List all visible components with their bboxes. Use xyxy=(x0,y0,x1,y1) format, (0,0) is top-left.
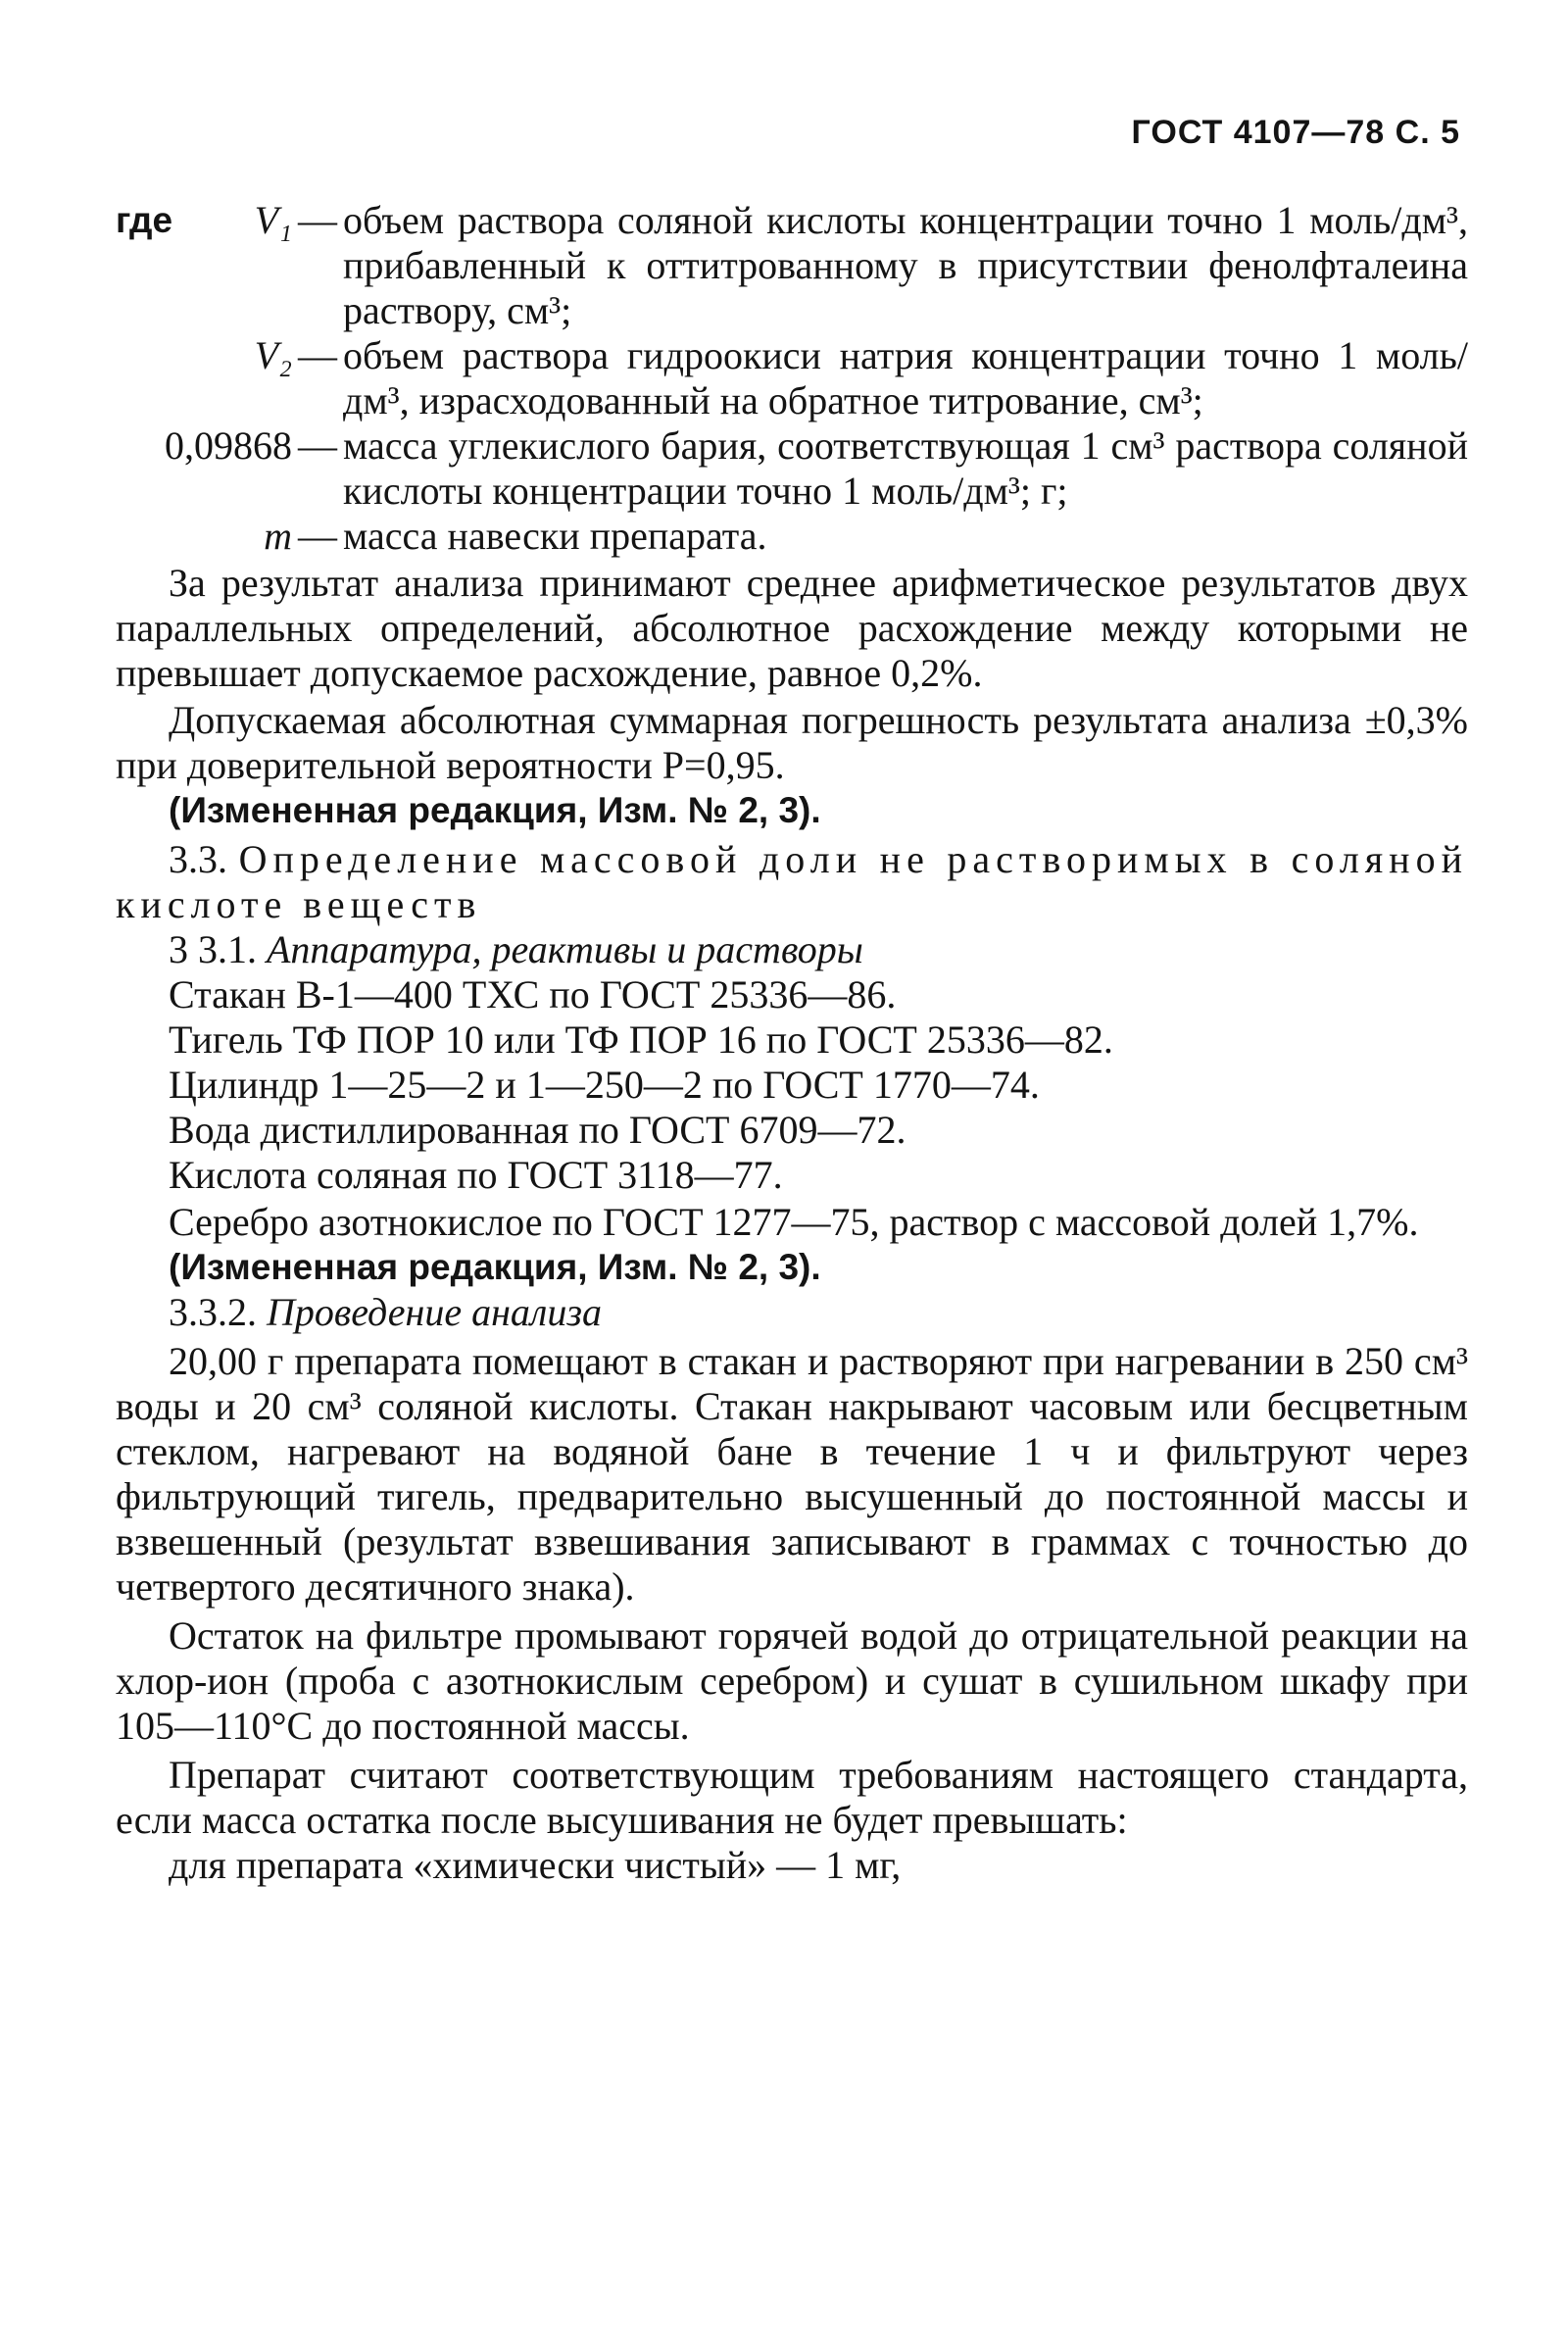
equipment-item: Кислота соляная по ГОСТ 3118—77. xyxy=(169,1153,783,1197)
variable-definitions xyxy=(116,198,1468,559)
definition-text: объем раствора соляной кислоты концентрации точно 1 моль/дм³, прибавленный к оттитрованному в присутствии фенолфталеина раствору, см³; xyxy=(343,198,1468,332)
result-paragraph: За результат анализа принимают среднее арифметическое результатов двух параллельных определений, абсолютное расхождение между которыми не превышает допускаемое расхождение, равное 0,2%. xyxy=(116,561,1468,695)
definition-dash: — xyxy=(298,333,337,377)
equipment-item: Цилиндр 1—25—2 и 1—250—2 по ГОСТ 1770—74. xyxy=(169,1063,1040,1107)
definition-text: масса углекислого бария, соответствующая 1 см³ раствора соляной кислоты концентрации точно 1 моль/дм³; г; xyxy=(343,423,1468,513)
definition-row xyxy=(116,333,1468,423)
amendment-note: (Измененная редакция, Изм. № 2, 3). xyxy=(169,790,821,830)
definition-row xyxy=(116,198,1468,333)
equipment-item: Тигель ТФ ПОР 10 или ТФ ПОР 16 по ГОСТ 25336—82. xyxy=(169,1017,1113,1062)
definition-dash: — xyxy=(298,514,337,558)
definition-dash: — xyxy=(298,423,337,468)
page-header: ГОСТ 4107—78 С. 5 xyxy=(1131,114,1460,151)
definition-symbol-block xyxy=(116,198,292,333)
definition-symbol: V₂ xyxy=(254,333,292,377)
definition-text: масса навески препарата. xyxy=(343,514,767,558)
page-content xyxy=(116,198,1468,1888)
definition-symbol: V₁ xyxy=(254,198,292,242)
subsection-number: 3 3.1. xyxy=(169,927,257,971)
subsection-title: Проведение анализа xyxy=(267,1290,602,1334)
limit-item: для препарата «химически чистый» — 1 мг, xyxy=(169,1843,902,1887)
definition-text: объем раствора гидроокиси натрия концентрации точно 1 моль/дм³, израсходованный на обратное титрование, см³; xyxy=(343,333,1468,422)
section-heading xyxy=(116,837,1468,927)
definition-symbol: m xyxy=(264,514,292,558)
subsection-number: 3.3.2. xyxy=(169,1290,257,1334)
subsection-heading xyxy=(116,927,1468,972)
error-paragraph: Допускаемая абсолютная суммарная погрешность результата анализа ±0,3% при доверительной вероятности P=0,95. xyxy=(116,698,1468,787)
section-number: 3.3. xyxy=(169,837,227,881)
subsection-title: Аппаратура, реактивы и растворы xyxy=(267,927,863,971)
definition-row xyxy=(116,423,1468,514)
definition-symbol: 0,09868 xyxy=(165,423,292,468)
section-title: Определение массовой доли не растворимых в соляной кислоте веществ xyxy=(116,837,1468,926)
procedure-paragraph: Остаток на фильтре промывают горячей водой до отрицательной реакции на хлор-ион (проба с азотнокислым серебром) и сушат в сушильном шкафу при 105—110°С до постоянной массы. xyxy=(116,1613,1468,1748)
silver-nitrate-item: Серебро азотнокислое по ГОСТ 1277—75, раствор с массовой долей 1,7%. xyxy=(169,1200,1419,1244)
procedure-paragraph: 20,00 г препарата помещают в стакан и растворяют при нагревании в 250 см³ воды и 20 см³ соляной кислоты. Стакан накрывают часовым или бесцветным стеклом, нагревают на водяной бане в течение 1 ч и фильтруют через фильтрующий тигель, предварительно высушенный до постоянной массы и взвешенный (результат взвешивания записывают в граммах с точностью до четвертого десятичного знака). xyxy=(116,1339,1468,1609)
equipment-item: Стакан В-1—400 ТХС по ГОСТ 25336—86. xyxy=(169,972,897,1017)
procedure-paragraph: Препарат считают соответствующим требованиям настоящего стандарта, если масса остатка после высушивания не будет превышать: xyxy=(116,1753,1468,1842)
equipment-item: Вода дистиллированная по ГОСТ 6709—72. xyxy=(169,1108,906,1152)
where-label: где xyxy=(116,200,173,240)
definition-row xyxy=(116,514,1468,559)
amendment-note: (Измененная редакция, Изм. № 2, 3). xyxy=(169,1247,821,1287)
definition-dash: — xyxy=(298,198,337,242)
subsection-heading xyxy=(116,1290,1468,1335)
